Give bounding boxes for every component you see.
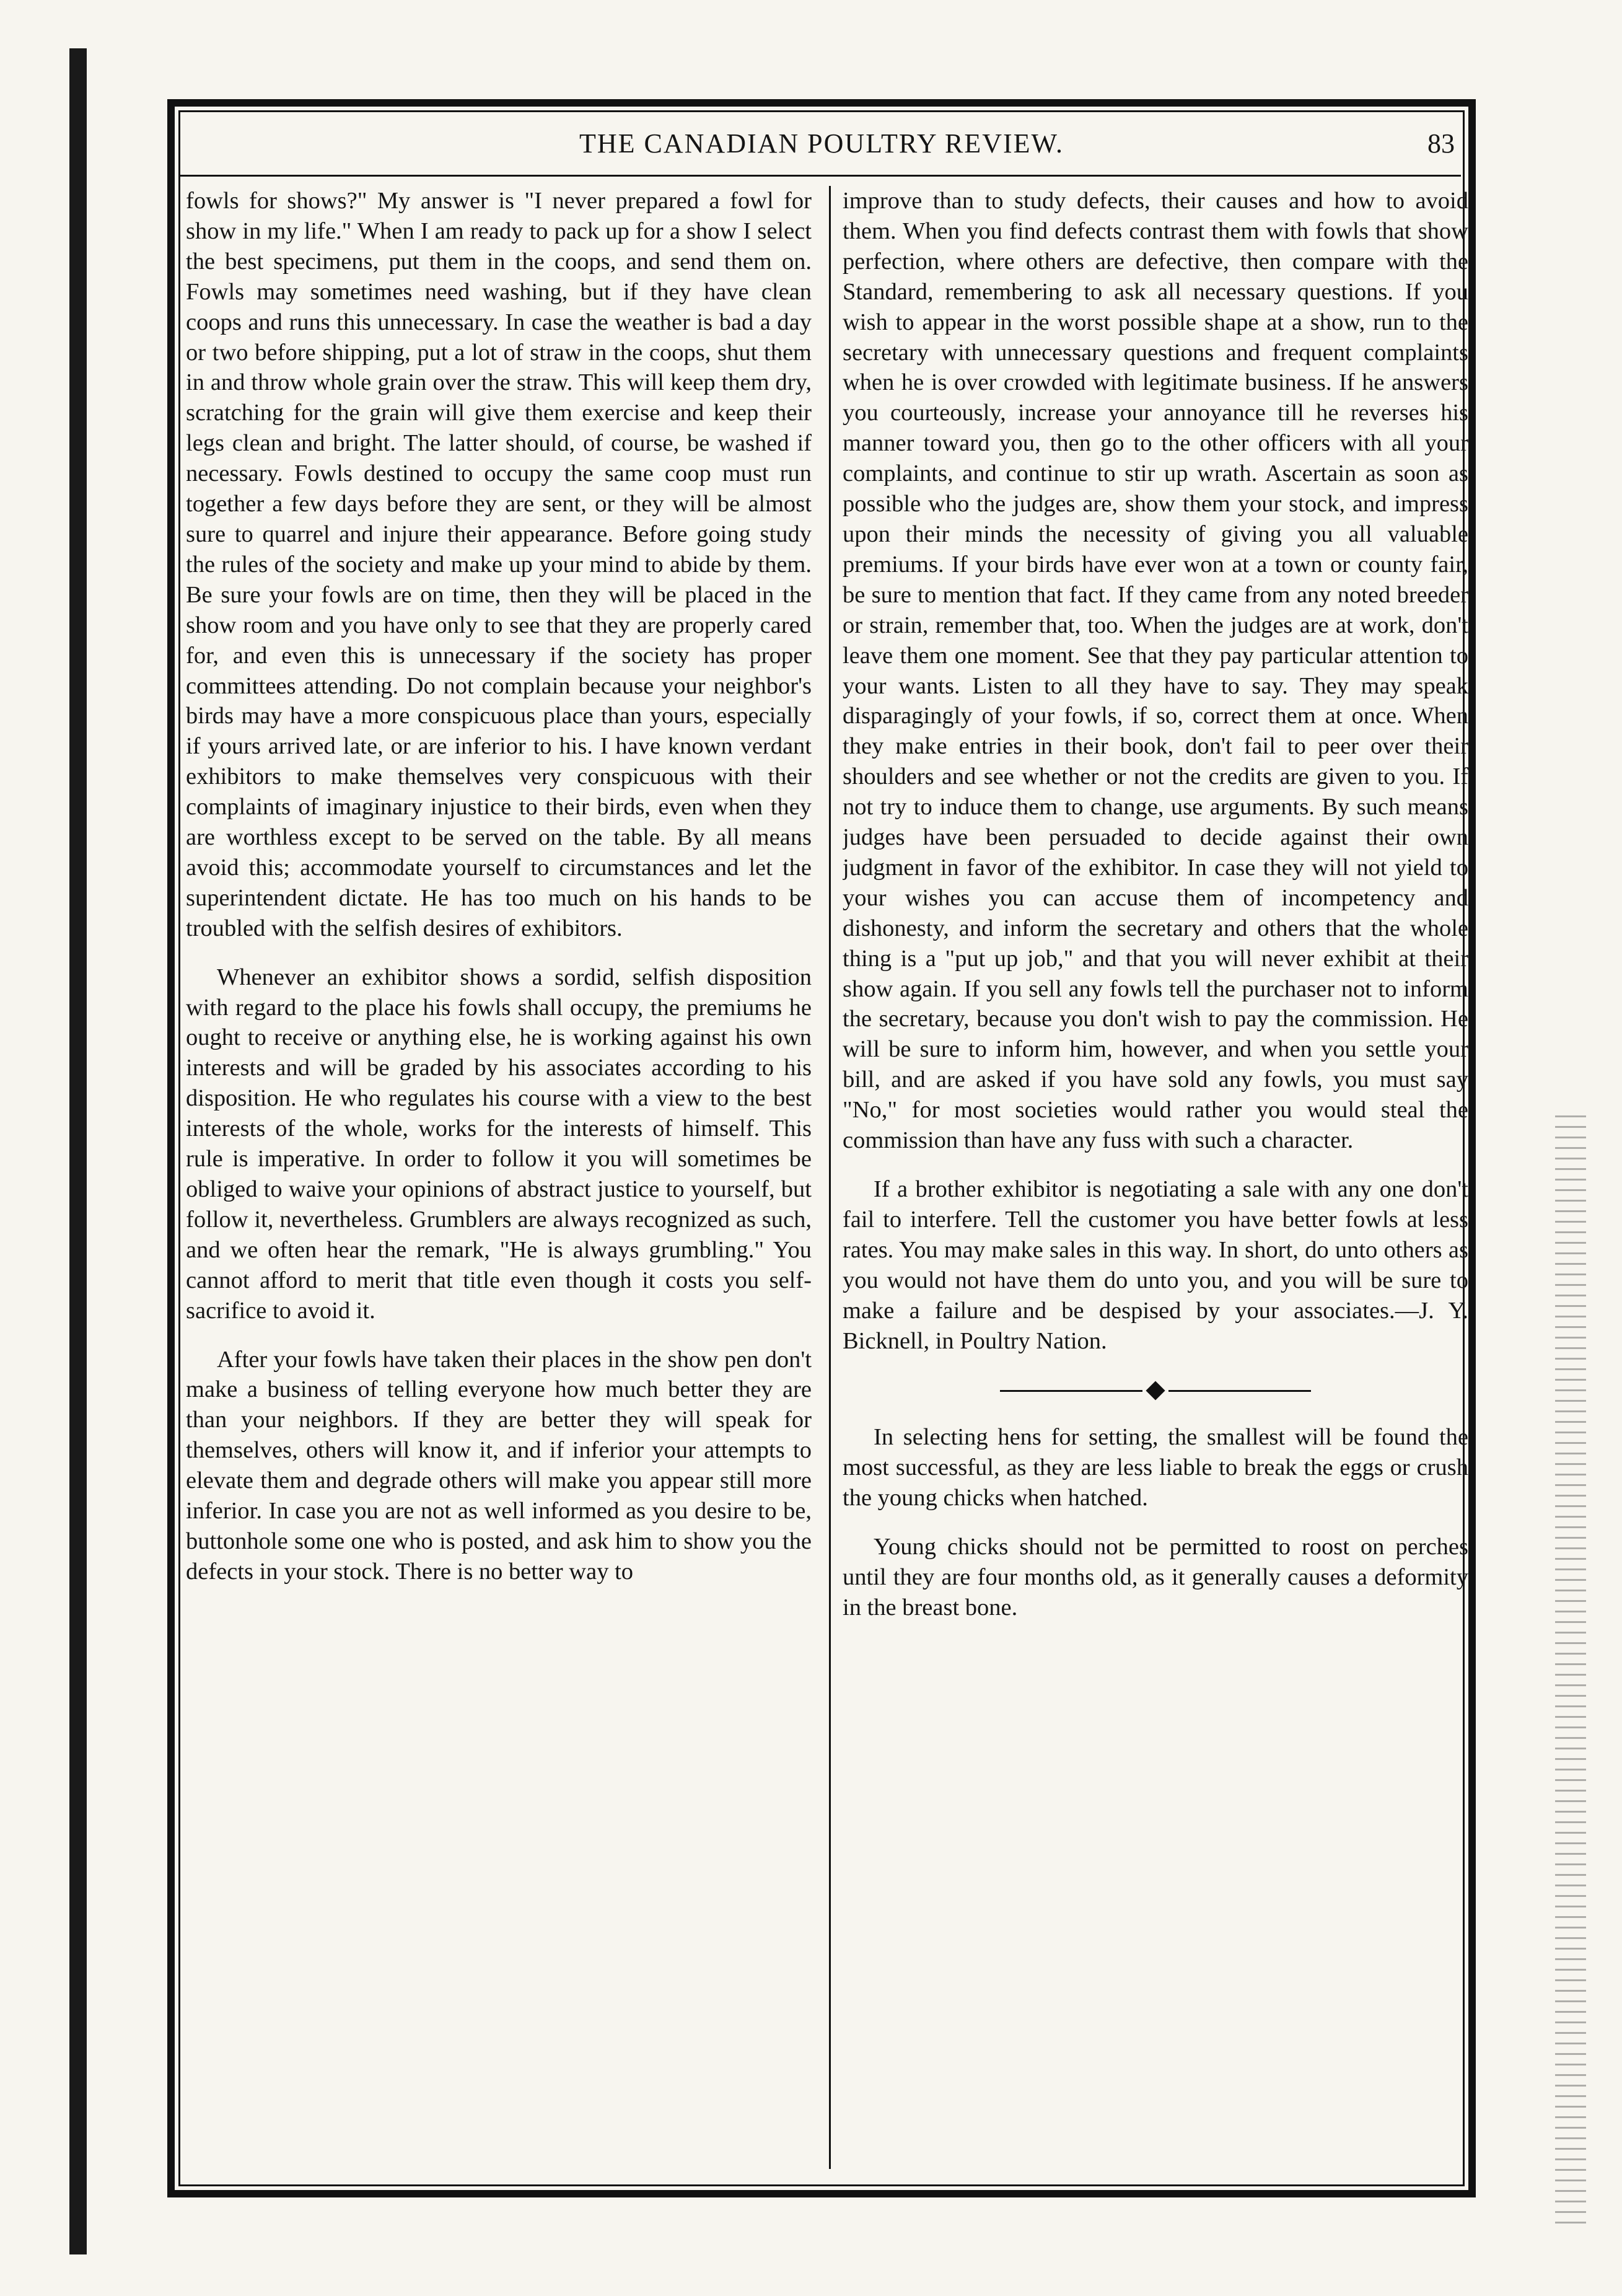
section-ornament [843, 1373, 1468, 1404]
right-column [843, 186, 1468, 2169]
journal-title: THE CANADIAN POULTRY REVIEW. [579, 128, 1064, 159]
left-paragraph-3: After your fowls have taken their places in the show pen don't make a business of telling everyone how much better they are than your neighbors. If they are better they will speak for themselves, others will know it, and if inferior your attempts to elevate them and degrade others will make you appear still more inferior. In case you are not as well informed as you desire to be, buttonhole some one who is posted, and ask him to show you the defects in your stock. There is no better way to [186, 1346, 812, 1585]
ornament-line-left [1000, 1390, 1142, 1392]
left-column [186, 186, 812, 2169]
right-paragraph-2: If a brother exhibitor is negotiating a sale with any one don't fail to interfere. Tell the customer you have better fowls at less rates. You may make sales in this way. In short, do unto others as you would not have them do unto you, and you will be sure to make a failure and be despised by your associates.—J. Y. Bicknell, in Poultry Nation. [843, 1176, 1468, 1354]
ornament-diamond [1146, 1381, 1165, 1401]
left-paragraph-2: Whenever an exhibitor shows a sordid, selfish disposition with regard to the place his fowls shall occupy, the premiums he ought to receive or anything else, he is working against his own interests and will be graded by his associates according to his disposition. He who regulates his course with a view to the best interests of the whole, works for the interests of himself. This rule is imperative. In order to follow it you will sometimes be obliged to waive your opinions of abstract justice to yourself, but follow it, nevertheless. Grumblers are always recognized as such, and we often hear the remark, "He is always grumbling." You cannot afford to merit that title even though it costs you self-sacrifice to avoid it. [186, 964, 812, 1324]
right-paragraph-1: improve than to study defects, their causes and how to avoid them. When you find defects contrast them with fowls that show perfection, where others are defective, then compare with the Standard, remembering to ask all necessary questions. If you wish to appear in the worst possible shape at a show, run to the secretary with unnecessary questions and frequent complaints when he is over crowded with legitimate business. If he answers you courteously, increase your annoyance till he reverses his manner toward you, then go to the other officers with all your complaints, and continue to stir up wrath. Ascertain as soon as possible who the judges are, show them your stock, and impress upon their minds the necessity of giving you all valuable premiums. If your birds have ever won at a town or county fair, be sure to mention that fact. If they came from any noted breeder or strain, remember that, too. When the judges are at work, don't leave them one moment. See that they pay particular attention to your wants. Listen to all they have to say. They may speak disparagingly of your fowls, if so, correct them at once. When they make entries in their book, don't fail to peer over their shoulders and see whether or not the credits are given to you. If not try to induce them to change, use arguments. By such means judges have been persuaded to decide against their own judgment in favor of the exhibitor. In case they will not yield to your wishes you can accuse them of incompetency and dishonesty, and inform the secretary and others that the whole thing is a "put up job," and that you will never exhibit at their show again. If you sell any fowls tell the purchaser not to inform the secretary, because you don't wish to pay the commission. He will be sure to inform him, however, and when you settle your bill, and are asked if you have sold any fowls, you must say "No," for most societies would rather you would steal the commission than have any fuss with such a character. [843, 188, 1468, 1154]
header-rule [180, 175, 1461, 177]
ornament-line-right [1168, 1390, 1311, 1392]
running-head [180, 124, 1463, 167]
right-paragraph-4: Young chicks should not be permitted to roost on perches until they are four months old, as it generally causes a deformity in the breast bone. [843, 1534, 1468, 1621]
page-number: 83 [1427, 128, 1455, 159]
binding-shadow [69, 48, 87, 2254]
right-paragraph-3: In selecting hens for setting, the smallest will be found the most successful, as they are less liable to break the eggs or crush the young chicks when hatched. [843, 1424, 1468, 1511]
page-edge-speckle [1555, 1115, 1586, 2231]
column-divider [829, 186, 831, 2169]
left-paragraph-1: fowls for shows?" My answer is "I never prepared a fowl for show in my life." When I am ready to pack up for a show I select the best specimens, put them in the coops, and send them on. Fowls may sometimes need washing, but if they have clean coops and runs this unnecessary. In case the weather is bad a day or two before shipping, put a lot of straw in the coops, shut them in and throw whole grain over the straw. This will keep them dry, scratching for the grain will give them exercise and keep their legs clean and bright. The latter should, of course, be washed if necessary. Fowls destined to occupy the same coop must run together a few days before they are sent, or they will be almost sure to quarrel and injure their appearance. Before going study the rules of the society and make up your mind to abide by them. Be sure your fowls are on time, then they will be placed in the show room and you have only to see that they are properly cared for, and even this is unnecessary if the society has proper committees attending. Do not complain because your neighbor's birds may have a more conspicuous place than yours, especially if yours arrived late, or are inferior to his. I have known verdant exhibitors to make themselves very conspicuous with their complaints of imaginary injustice to their birds, even when they are worthless except to be served on the table. By all means avoid this; accommodate yourself to circumstances and let the superintendent dictate. He has too much on his hands to be troubled with the selfish desires of exhibitors. [186, 188, 812, 941]
